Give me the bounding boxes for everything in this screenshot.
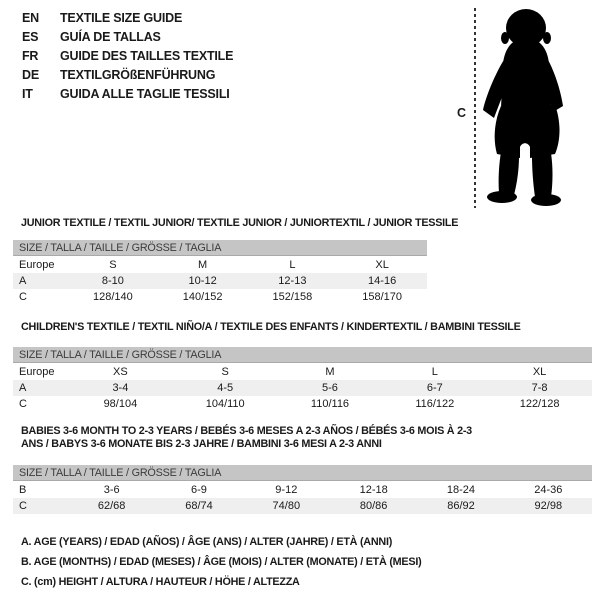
language-title: TEXTILE SIZE GUIDE: [60, 11, 183, 25]
row-label: Europe: [19, 259, 55, 271]
size-header-bar: SIZE / TALLA / TAILLE / GRÖSSE / TAGLIA: [13, 240, 427, 256]
language-row: [22, 65, 233, 84]
size-cell: 12-18: [359, 484, 388, 496]
size-cell: 92/98: [534, 500, 563, 512]
table-row: [13, 273, 427, 289]
language-code: IT: [22, 87, 33, 101]
language-row: [22, 84, 233, 103]
row-label: A: [19, 382, 27, 394]
size-cell: 122/128: [519, 398, 560, 410]
size-cell: XL: [375, 259, 389, 271]
size-cell: 8-10: [101, 275, 124, 287]
size-cell: 74/80: [272, 500, 301, 512]
size-cell: 62/68: [97, 500, 126, 512]
language-row: [22, 46, 233, 65]
size-header-bar: SIZE / TALLA / TAILLE / GRÖSSE / TAGLIA: [13, 465, 592, 481]
size-cell: S: [109, 259, 117, 271]
table-row: [13, 364, 592, 380]
size-cell: 158/170: [362, 291, 402, 303]
junior-size-table: [13, 240, 427, 305]
row-label: B: [19, 484, 27, 496]
children-section-title: CHILDREN'S TEXTILE / TEXTIL NIÑO/A / TEXTILE DES ENFANTS / KINDERTEXTIL / BAMBINI TESSILE: [21, 321, 521, 333]
size-cell: 12-13: [278, 275, 307, 287]
size-cell: L: [431, 366, 438, 378]
table-row: [13, 257, 427, 273]
size-cell: 6-7: [426, 382, 443, 394]
size-cell: S: [221, 366, 229, 378]
size-cell: 18-24: [446, 484, 476, 496]
language-code: FR: [22, 49, 39, 63]
height-measure-label: C: [457, 106, 467, 120]
height-dashed-line: [474, 8, 476, 208]
row-label: C: [19, 500, 27, 512]
size-cell: 128/140: [92, 291, 133, 303]
size-cell: 3-4: [112, 382, 129, 394]
row-label: A: [19, 275, 27, 287]
legend-notes: [21, 532, 421, 592]
size-cell: 14-16: [368, 275, 397, 287]
size-cell: 86/92: [447, 500, 475, 512]
children-size-table: [13, 347, 592, 412]
size-cell: 24-36: [534, 484, 563, 496]
note-age-years: A. AGE (YEARS) / EDAD (AÑOS) / ÂGE (ANS) / ALTER (JAHRE) / ETÀ (ANNI): [21, 536, 393, 548]
language-title-block: [22, 8, 233, 103]
baby-silhouette-icon: [480, 8, 572, 208]
size-cell: 3-6: [103, 484, 120, 496]
table-row: [13, 289, 427, 305]
size-cell: XS: [113, 366, 128, 378]
size-cell: 104/110: [205, 398, 245, 410]
language-title: GUIDE DES TAILLES TEXTILE: [60, 49, 234, 63]
size-cell: 7-8: [531, 382, 548, 394]
row-label: C: [19, 398, 27, 410]
table-row: [13, 380, 592, 396]
table-row: [13, 482, 592, 498]
language-row: [22, 8, 233, 27]
size-cell: M: [325, 366, 335, 378]
note-age-months: B. AGE (MONTHS) / EDAD (MESES) / ÂGE (MOIS) / ALTER (MONATE) / ETÀ (MESI): [21, 556, 422, 568]
babies-section-title: BABIES 3-6 MONTH TO 2-3 YEARS / BEBÉS 3-6 MESES A 2-3 AÑOS / BÉBÉS 3-6 MOIS À 2-3 ANS / BABYS 3-6 MONATE BIS 2-3 JAHRE / BAMBINI 3-6 MESI A 2-3 ANNI: [21, 425, 472, 450]
language-code: DE: [22, 68, 39, 82]
language-title: GUÍA DE TALLAS: [60, 30, 161, 44]
language-row: [22, 27, 233, 46]
language-code: ES: [22, 30, 39, 44]
note-height-cm: C. (cm) HEIGHT / ALTURA / HAUTEUR / HÖHE / ALTEZZA: [21, 576, 300, 588]
size-cell: 152/158: [272, 291, 313, 303]
size-header-bar: SIZE / TALLA / TAILLE / GRÖSSE / TAGLIA: [13, 347, 592, 363]
language-code: EN: [22, 11, 39, 25]
babies-size-table: [13, 465, 592, 514]
language-title: TEXTILGRÖßENFÜHRUNG: [60, 68, 216, 82]
size-cell: 116/122: [415, 398, 455, 410]
table-row: [13, 498, 592, 514]
language-title: GUIDA ALLE TAGLIE TESSILI: [60, 87, 230, 101]
size-cell: 9-12: [275, 484, 298, 496]
row-label: C: [19, 291, 27, 303]
size-cell: 5-6: [322, 382, 338, 394]
size-cell: XL: [532, 366, 547, 378]
table-row: [13, 396, 592, 412]
size-cell: 98/104: [103, 398, 138, 410]
size-cell: M: [198, 259, 208, 271]
junior-section-title: JUNIOR TEXTILE / TEXTIL JUNIOR/ TEXTILE JUNIOR / JUNIORTEXTIL / JUNIOR TESSILE: [21, 217, 459, 229]
size-cell: 6-9: [191, 484, 207, 496]
size-cell: 140/152: [182, 291, 223, 303]
size-cell: 68/74: [185, 500, 213, 512]
size-cell: 10-12: [188, 275, 217, 287]
size-cell: 110/116: [310, 398, 350, 410]
size-cell: 4-5: [217, 382, 234, 394]
size-cell: L: [289, 259, 296, 271]
row-label: Europe: [19, 366, 55, 378]
size-cell: 80/86: [359, 500, 388, 512]
